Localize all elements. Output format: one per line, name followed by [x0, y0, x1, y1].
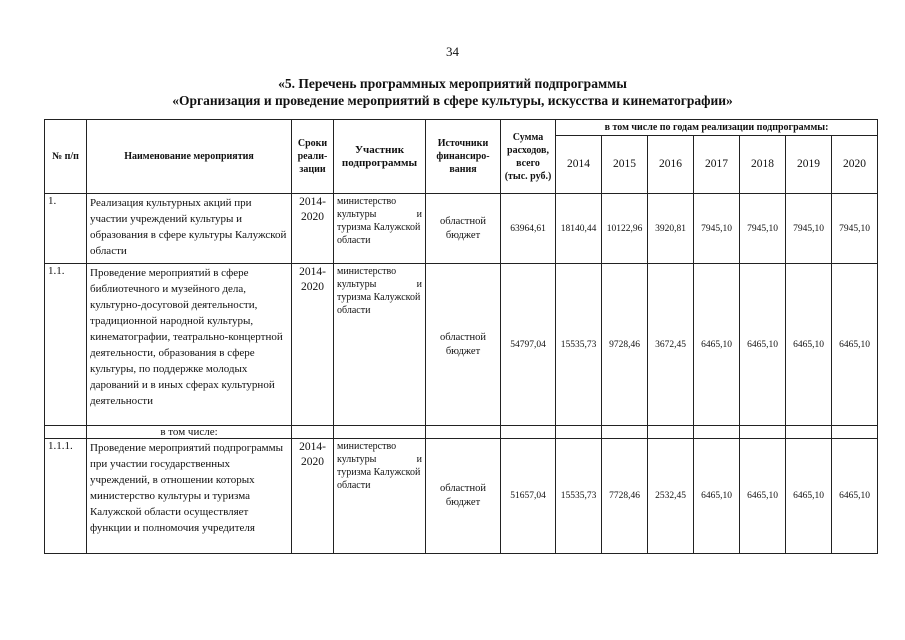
year-amount: 6465,10 [694, 439, 740, 554]
period-cell: 2014-2020 [292, 194, 334, 264]
participant-word: культуры [337, 279, 377, 290]
subheader-label: в том числе: [87, 426, 292, 439]
empty-cell [740, 426, 786, 439]
empty-cell [45, 426, 87, 439]
header-years-group: в том числе по годам реализации подпрограммы: [556, 120, 878, 136]
title-line-1: «5. Перечень программных мероприятий подпрограммы [278, 76, 627, 91]
empty-cell [786, 426, 832, 439]
empty-cell [832, 426, 878, 439]
header-year: 2019 [786, 136, 832, 194]
document-title [0, 75, 905, 109]
participant-line: туризма Калужской области [337, 222, 421, 246]
empty-cell [694, 426, 740, 439]
row-number: 1.1.1. [45, 439, 87, 554]
header-year: 2016 [648, 136, 694, 194]
year-amount: 6465,10 [786, 264, 832, 426]
year-amount: 2532,45 [648, 439, 694, 554]
participant-word: культуры [337, 454, 377, 465]
total-amount: 54797,04 [501, 264, 556, 426]
year-amount: 10122,96 [602, 194, 648, 264]
year-amount: 18140,44 [556, 194, 602, 264]
period-cell: 2014-2020 [292, 439, 334, 554]
period-cell: 2014-2020 [292, 264, 334, 426]
row-number: 1. [45, 194, 87, 264]
funding-source: областной бюджет [426, 194, 501, 264]
year-amount: 7728,46 [602, 439, 648, 554]
participant-word: культуры [337, 209, 377, 220]
empty-cell [426, 426, 501, 439]
empty-cell [648, 426, 694, 439]
activities-table [44, 119, 878, 554]
funding-source: областной бюджет [426, 264, 501, 426]
header-source: Источники финансиро-вания [426, 120, 501, 194]
year-amount: 7945,10 [740, 194, 786, 264]
participant-line [337, 278, 422, 291]
header-year: 2018 [740, 136, 786, 194]
participant-word: и [416, 279, 422, 290]
header-year: 2014 [556, 136, 602, 194]
year-amount: 3920,81 [648, 194, 694, 264]
participant-cell [334, 264, 426, 426]
header-year: 2017 [694, 136, 740, 194]
participant-line: туризма Калужской области [337, 467, 421, 491]
table-row [45, 426, 878, 439]
activity-name: Реализация культурных акций при участии учреждений культуры и образования в сфере культуры Калужской области [87, 194, 292, 264]
year-amount: 15535,73 [556, 264, 602, 426]
participant-cell [334, 439, 426, 554]
table-row [45, 194, 878, 264]
year-amount: 6465,10 [832, 264, 878, 426]
page-number: 34 [446, 44, 459, 59]
year-amount: 6465,10 [740, 439, 786, 554]
header-year: 2015 [602, 136, 648, 194]
header-year: 2020 [832, 136, 878, 194]
participant-line [337, 208, 422, 221]
header-total: Сумма расходов, всего (тыс. руб.) [501, 120, 556, 194]
year-amount: 15535,73 [556, 439, 602, 554]
header-name: Наименование мероприятия [87, 120, 292, 194]
participant-line: министерство [337, 441, 397, 452]
participant-word: и [416, 209, 422, 220]
table-row [45, 264, 878, 426]
participant-line: министерство [337, 266, 397, 277]
empty-cell [556, 426, 602, 439]
year-amount: 7945,10 [832, 194, 878, 264]
title-line-2: «Организация и проведение мероприятий в сфере культуры, искусства и кинематографии» [172, 93, 733, 108]
header-participant: Участник подпрограммы [334, 120, 426, 194]
participant-line [337, 453, 422, 466]
year-amount: 9728,46 [602, 264, 648, 426]
row-number: 1.1. [45, 264, 87, 426]
year-amount: 7945,10 [694, 194, 740, 264]
total-amount: 51657,04 [501, 439, 556, 554]
participant-line: туризма Калужской области [337, 292, 421, 316]
funding-source: областной бюджет [426, 439, 501, 554]
year-amount: 6465,10 [694, 264, 740, 426]
participant-line: министерство [337, 196, 397, 207]
participant-word: и [416, 454, 422, 465]
year-amount: 6465,10 [786, 439, 832, 554]
header-period: Сроки реали-зации [292, 120, 334, 194]
year-amount: 3672,45 [648, 264, 694, 426]
table-row [45, 439, 878, 554]
activity-name: Проведение мероприятий подпрограммы при участии государственных учреждений, в отношении которых министерство культуры и туризма Калужской области осуществляет функции и полномочия учредителя [87, 439, 292, 554]
empty-cell [334, 426, 426, 439]
empty-cell [292, 426, 334, 439]
year-amount: 6465,10 [740, 264, 786, 426]
participant-cell [334, 194, 426, 264]
year-amount: 6465,10 [832, 439, 878, 554]
year-amount: 7945,10 [786, 194, 832, 264]
activity-name: Проведение мероприятий в сфере библиотечного и музейного дела, культурно-досуговой деятельности, традиционной народной культуры, кинематографии, театрально-концертной деятельности, образования в сфере культуры, по поддержке молодых дарований и в иных сферах культурной деятельности [87, 264, 292, 426]
empty-cell [501, 426, 556, 439]
header-num: № п/п [45, 120, 87, 194]
total-amount: 63964,61 [501, 194, 556, 264]
empty-cell [602, 426, 648, 439]
